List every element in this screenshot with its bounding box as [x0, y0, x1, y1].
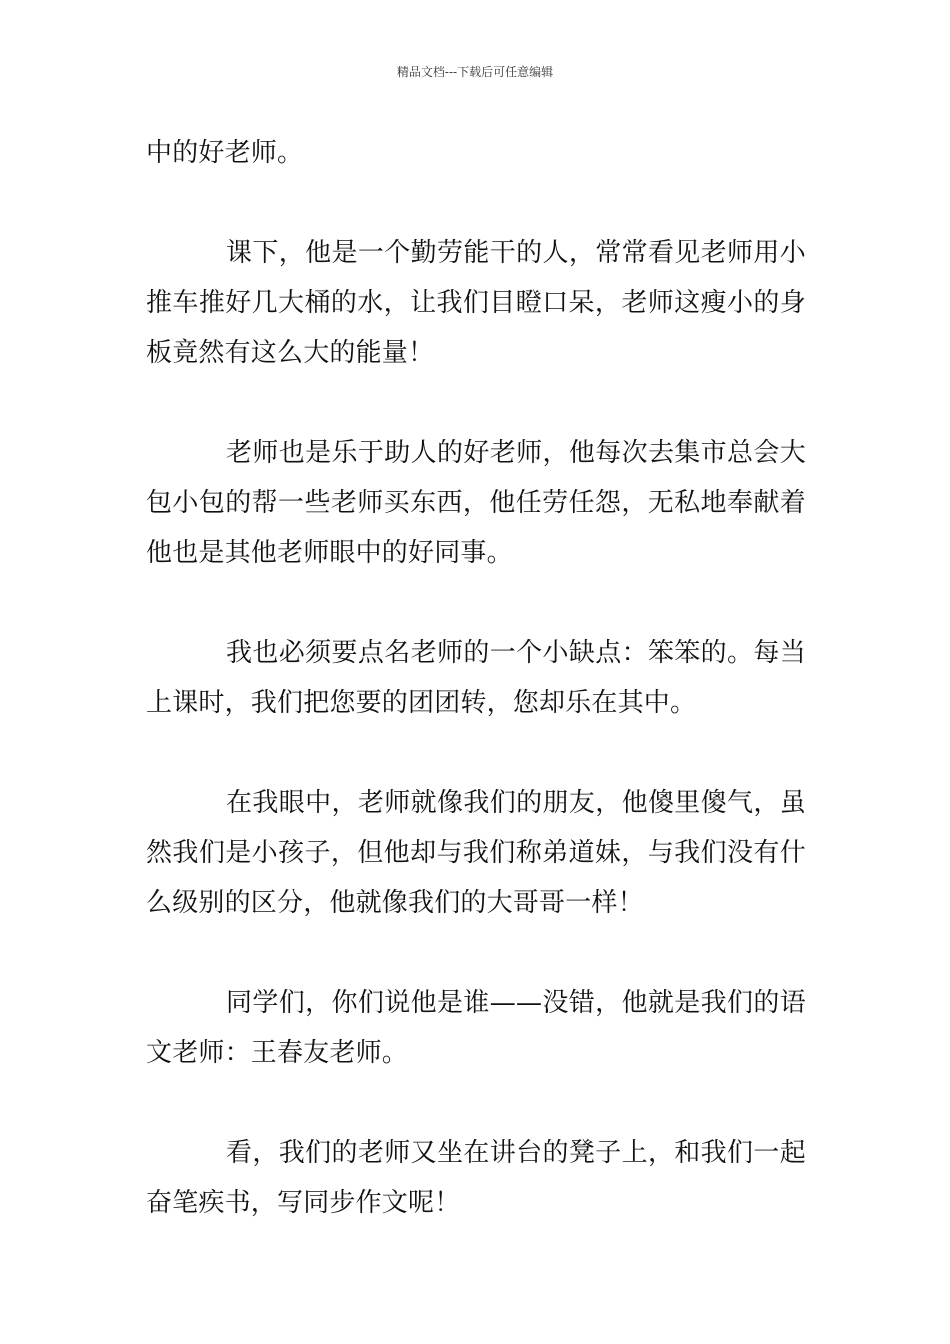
page-header: 精品文档---下载后可任意编辑 [396, 65, 554, 79]
paragraph: 中的好老师。 [146, 138, 304, 168]
paragraph: 课下，他是一个勤劳能干的人，常常看见老师用小推车推好几大桶的水，让我们目瞪口呆，老师这瘦小的身板竟然有这么大的能量！ [146, 238, 806, 368]
paragraph: 看，我们的老师又坐在讲台的凳子上，和我们一起奋笔疾书，写同步作文呢！ [146, 1138, 806, 1218]
paragraph: 同学们，你们说他是谁——没错，他就是我们的语文老师：王春友老师。 [146, 988, 806, 1068]
paragraph: 我也必须要点名老师的一个小缺点：笨笨的。每当上课时，我们把您要的团团转，您却乐在其中。 [146, 638, 806, 718]
document-body [146, 128, 806, 1228]
paragraph: 老师也是乐于助人的好老师，他每次去集市总会大包小包的帮一些老师买东西，他任劳任怨，无私地奉献着他也是其他老师眼中的好同事。 [146, 438, 806, 568]
paragraph: 在我眼中，老师就像我们的朋友，他傻里傻气，虽然我们是小孩子，但他却与我们称弟道妹，与我们没有什么级别的区分，他就像我们的大哥哥一样！ [146, 788, 806, 918]
